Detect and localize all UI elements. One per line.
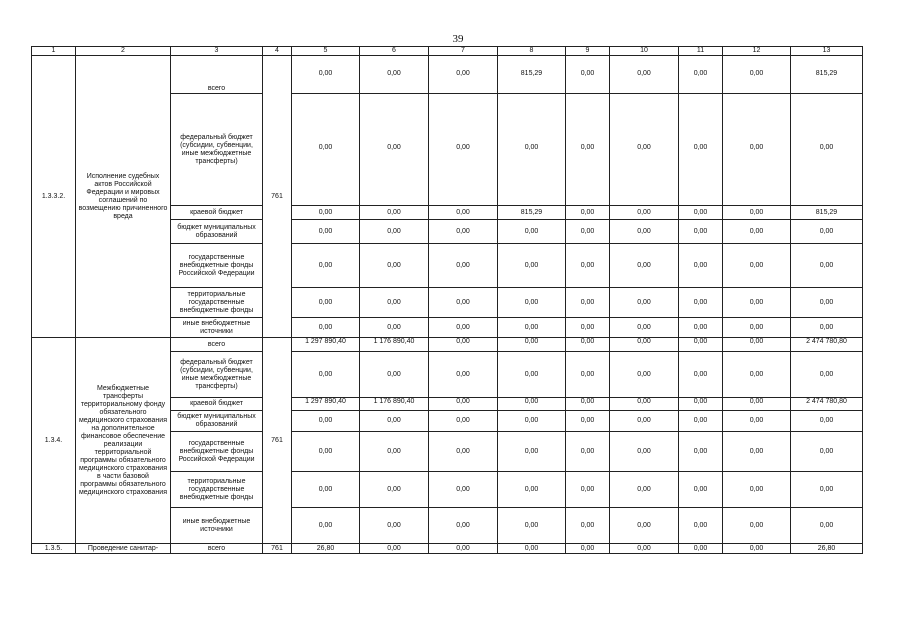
value-cell: 0,00 [723, 544, 791, 554]
value-cell: 0,00 [360, 508, 429, 544]
value-cell: 0,00 [566, 318, 610, 338]
funding-source: иные внебюджетные источники [171, 318, 263, 338]
value-cell: 0,00 [429, 220, 498, 244]
value-cell: 0,00 [429, 338, 498, 352]
value-cell: 0,00 [791, 508, 863, 544]
value-cell: 0,00 [610, 411, 679, 432]
funding-source: бюджет муниципальных образований [171, 220, 263, 244]
value-cell: 1 176 890,40 [360, 398, 429, 411]
value-cell: 0,00 [498, 398, 566, 411]
value-cell: 2 474 780,80 [791, 338, 863, 352]
value-cell: 0,00 [292, 411, 360, 432]
value-cell: 0,00 [429, 244, 498, 288]
grbs-code: 761 [263, 544, 292, 554]
value-cell: 1 176 890,40 [360, 338, 429, 352]
grbs-code: 761 [263, 338, 292, 544]
value-cell: 0,00 [791, 318, 863, 338]
funding-source: государственные внебюджетные фонды Российской Федерации [171, 432, 263, 472]
value-cell: 0,00 [292, 220, 360, 244]
value-cell: 0,00 [679, 411, 723, 432]
row-name: Межбюджетные трансферты территориальному фонду обязательного медицинского страхования на дополнительное финансовое обеспечение реализации территориальной программы обязательного медицинского страхования в части базовой программы обязательного медицинского страхования [76, 338, 171, 544]
value-cell: 0,00 [723, 398, 791, 411]
value-cell: 0,00 [791, 94, 863, 206]
funding-source: краевой бюджет [171, 206, 263, 220]
column-numbers-row [32, 47, 863, 56]
value-cell: 0,00 [360, 472, 429, 508]
column-number-9: 9 [566, 47, 610, 56]
row-name: Проведение санитар- [76, 544, 171, 554]
value-cell: 0,00 [679, 338, 723, 352]
value-cell: 0,00 [610, 352, 679, 398]
value-cell: 0,00 [791, 220, 863, 244]
value-cell: 0,00 [566, 244, 610, 288]
value-cell: 0,00 [679, 220, 723, 244]
value-cell: 0,00 [723, 472, 791, 508]
value-cell: 0,00 [292, 94, 360, 206]
value-cell: 815,29 [791, 56, 863, 94]
column-number-10: 10 [610, 47, 679, 56]
value-cell: 1 297 890,40 [292, 398, 360, 411]
value-cell: 0,00 [360, 352, 429, 398]
funding-source: краевой бюджет [171, 398, 263, 411]
value-cell: 0,00 [566, 472, 610, 508]
value-cell: 0,00 [498, 220, 566, 244]
value-cell: 0,00 [498, 432, 566, 472]
value-cell: 0,00 [292, 508, 360, 544]
value-cell: 0,00 [566, 352, 610, 398]
value-cell: 0,00 [610, 398, 679, 411]
value-cell: 0,00 [292, 432, 360, 472]
value-cell: 0,00 [566, 398, 610, 411]
funding-source: федеральный бюджет (субсидии, субвенции, иные межбюджетные трансферты) [171, 352, 263, 398]
value-cell: 0,00 [360, 318, 429, 338]
value-cell: 0,00 [723, 244, 791, 288]
column-number-8: 8 [498, 47, 566, 56]
column-number-11: 11 [679, 47, 723, 56]
value-cell: 0,00 [498, 544, 566, 554]
value-cell: 0,00 [723, 508, 791, 544]
value-cell: 0,00 [679, 94, 723, 206]
funding-source: всего [171, 544, 263, 554]
row-code: 1.3.5. [32, 544, 76, 554]
value-cell: 0,00 [498, 338, 566, 352]
column-number-1: 1 [32, 47, 76, 56]
value-cell: 0,00 [498, 352, 566, 398]
value-cell: 0,00 [610, 56, 679, 94]
value-cell: 2 474 780,80 [791, 398, 863, 411]
value-cell: 0,00 [791, 288, 863, 318]
value-cell: 0,00 [679, 206, 723, 220]
value-cell: 0,00 [292, 244, 360, 288]
column-number-12: 12 [723, 47, 791, 56]
value-cell: 26,80 [791, 544, 863, 554]
value-cell: 0,00 [498, 288, 566, 318]
value-cell: 26,80 [292, 544, 360, 554]
value-cell: 0,00 [610, 432, 679, 472]
value-cell: 0,00 [679, 544, 723, 554]
value-cell: 0,00 [566, 220, 610, 244]
value-cell: 0,00 [791, 411, 863, 432]
table-header [32, 47, 863, 56]
value-cell: 0,00 [566, 411, 610, 432]
value-cell: 0,00 [292, 352, 360, 398]
value-cell: 0,00 [292, 288, 360, 318]
value-cell: 0,00 [360, 432, 429, 472]
value-cell: 0,00 [429, 544, 498, 554]
value-cell: 0,00 [429, 352, 498, 398]
value-cell: 0,00 [723, 432, 791, 472]
funding-source: территориальные государственные внебюджетные фонды [171, 288, 263, 318]
budget-table [31, 46, 863, 554]
value-cell: 0,00 [610, 508, 679, 544]
value-cell: 0,00 [498, 472, 566, 508]
value-cell: 0,00 [723, 56, 791, 94]
value-cell: 0,00 [610, 206, 679, 220]
value-cell: 0,00 [498, 508, 566, 544]
column-number-6: 6 [360, 47, 429, 56]
value-cell: 0,00 [566, 508, 610, 544]
value-cell: 0,00 [498, 244, 566, 288]
column-number-5: 5 [292, 47, 360, 56]
column-number-3: 3 [171, 47, 263, 56]
value-cell: 0,00 [429, 288, 498, 318]
value-cell: 0,00 [723, 318, 791, 338]
value-cell: 0,00 [292, 472, 360, 508]
value-cell: 0,00 [429, 411, 498, 432]
value-cell: 0,00 [610, 94, 679, 206]
value-cell: 0,00 [292, 56, 360, 94]
value-cell: 0,00 [610, 244, 679, 288]
value-cell: 1 297 890,40 [292, 338, 360, 352]
funding-source: иные внебюджетные источники [171, 508, 263, 544]
value-cell: 0,00 [566, 94, 610, 206]
value-cell: 0,00 [679, 472, 723, 508]
value-cell: 0,00 [292, 206, 360, 220]
value-cell: 0,00 [723, 220, 791, 244]
row-code: 1.3.4. [32, 338, 76, 544]
value-cell: 0,00 [429, 56, 498, 94]
value-cell: 0,00 [723, 411, 791, 432]
column-number-13: 13 [791, 47, 863, 56]
value-cell: 0,00 [360, 244, 429, 288]
funding-source: бюджет муниципальных образований [171, 411, 263, 432]
value-cell: 0,00 [679, 352, 723, 398]
column-number-7: 7 [429, 47, 498, 56]
value-cell: 0,00 [566, 206, 610, 220]
value-cell: 0,00 [429, 318, 498, 338]
value-cell: 0,00 [566, 288, 610, 318]
value-cell: 0,00 [679, 56, 723, 94]
funding-source: государственные внебюджетные фонды Российской Федерации [171, 244, 263, 288]
table-row [32, 544, 863, 554]
value-cell: 0,00 [360, 288, 429, 318]
value-cell: 0,00 [723, 94, 791, 206]
value-cell: 0,00 [791, 472, 863, 508]
value-cell: 0,00 [610, 318, 679, 338]
value-cell: 815,29 [791, 206, 863, 220]
value-cell: 0,00 [566, 432, 610, 472]
value-cell: 0,00 [429, 94, 498, 206]
value-cell: 0,00 [791, 352, 863, 398]
value-cell: 0,00 [498, 411, 566, 432]
value-cell: 0,00 [610, 472, 679, 508]
value-cell: 0,00 [498, 318, 566, 338]
table-row [32, 338, 863, 352]
value-cell: 0,00 [360, 220, 429, 244]
value-cell: 0,00 [791, 432, 863, 472]
value-cell: 0,00 [610, 220, 679, 244]
value-cell: 0,00 [723, 288, 791, 318]
value-cell: 0,00 [566, 56, 610, 94]
value-cell: 0,00 [429, 398, 498, 411]
funding-source: всего [171, 338, 263, 352]
value-cell: 0,00 [429, 508, 498, 544]
value-cell: 0,00 [566, 544, 610, 554]
value-cell: 0,00 [723, 352, 791, 398]
value-cell: 0,00 [566, 338, 610, 352]
value-cell: 0,00 [292, 318, 360, 338]
value-cell: 0,00 [610, 288, 679, 318]
value-cell: 0,00 [679, 318, 723, 338]
funding-source: территориальные государственные внебюджетные фонды [171, 472, 263, 508]
row-name: Исполнение судебных актов Российской Федерации и мировых соглашений по возмещению причиненного вреда [76, 56, 171, 338]
value-cell: 815,29 [498, 206, 566, 220]
value-cell: 0,00 [429, 472, 498, 508]
value-cell: 0,00 [679, 244, 723, 288]
value-cell: 0,00 [679, 398, 723, 411]
row-code: 1.3.3.2. [32, 56, 76, 338]
value-cell: 0,00 [679, 432, 723, 472]
value-cell: 0,00 [610, 338, 679, 352]
value-cell: 0,00 [360, 411, 429, 432]
value-cell: 0,00 [679, 508, 723, 544]
value-cell: 0,00 [679, 288, 723, 318]
value-cell: 0,00 [360, 206, 429, 220]
value-cell: 0,00 [610, 544, 679, 554]
funding-source: всего [171, 56, 263, 94]
value-cell: 0,00 [723, 338, 791, 352]
value-cell: 0,00 [498, 94, 566, 206]
value-cell: 0,00 [723, 206, 791, 220]
column-number-4: 4 [263, 47, 292, 56]
grbs-code: 761 [263, 56, 292, 338]
page-number: 39 [452, 33, 464, 45]
value-cell: 0,00 [429, 432, 498, 472]
table-row [32, 56, 863, 94]
value-cell: 0,00 [791, 244, 863, 288]
value-cell: 0,00 [360, 56, 429, 94]
funding-source: федеральный бюджет (субсидии, субвенции, иные межбюджетные трансферты) [171, 94, 263, 206]
value-cell: 0,00 [429, 206, 498, 220]
table-body [32, 56, 863, 554]
value-cell: 0,00 [360, 94, 429, 206]
value-cell: 815,29 [498, 56, 566, 94]
value-cell: 0,00 [360, 544, 429, 554]
column-number-2: 2 [76, 47, 171, 56]
